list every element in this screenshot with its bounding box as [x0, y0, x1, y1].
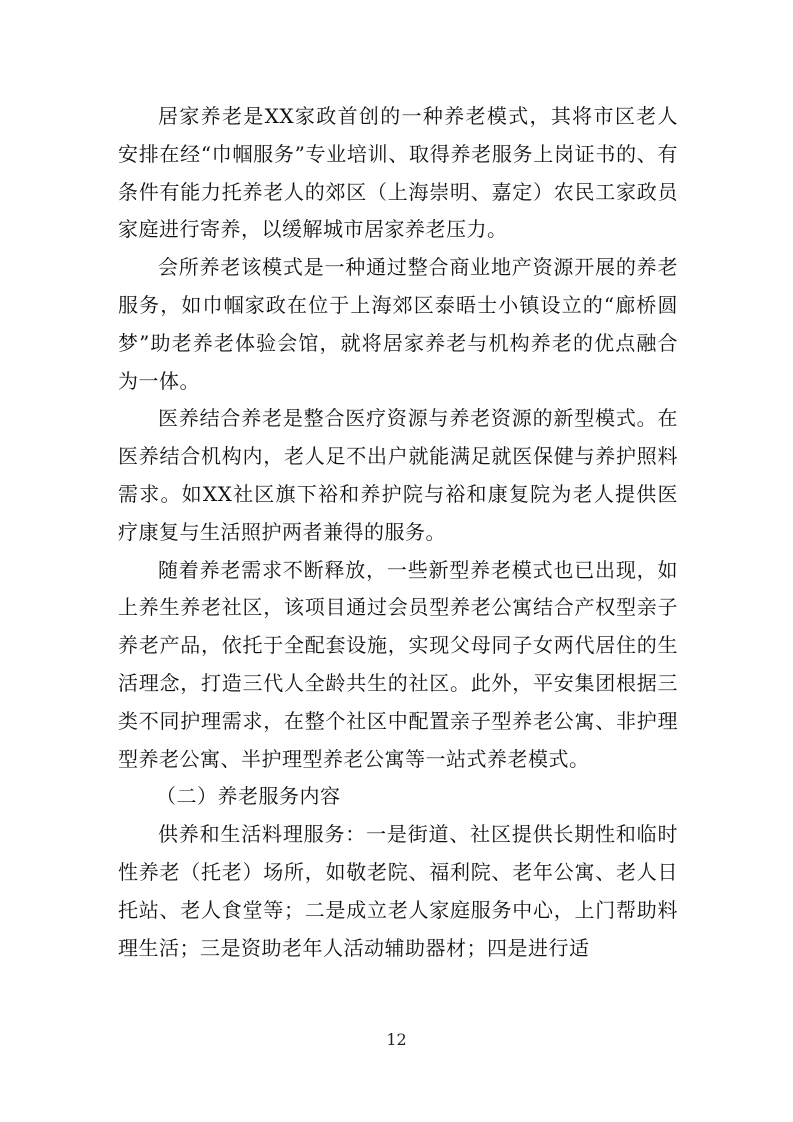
- paragraph-new-models: 随着养老需求不断释放，一些新型养老模式也已出现，如上养生养老社区，该项目通过会员型养老公寓结合产权型亲子养老产品，依托于全配套设施，实现父母同子女两代居住的生活理念，打造三代人全龄共生的社区。此外，平安集团根据三类不同护理需求，在整个社区中配置亲子型养老公寓、非护理型养老公寓、半护理型养老公寓等一站式养老模式。: [118, 557, 678, 771]
- paragraph-club-care: 会所养老该模式是一种通过整合商业地产资源开展的养老服务，如巾帼家政在位于上海郊区泰晤士小镇设立的“廊桥圆梦”助老养老体验会馆，就将居家养老与机构养老的优点融合为一体。: [118, 255, 678, 393]
- paragraph-services: 供养和生活料理服务：一是街道、社区提供长期性和临时性养老（托老）场所，如敬老院、福利院、老年公寓、老人日托站、老人食堂等；二是成立老人家庭服务中心，上门帮助料理生活；三是资助老年人活动辅助器材；四是进行适: [118, 822, 678, 960]
- paragraph-home-care: 居家养老是XX家政首创的一种养老模式，其将市区老人安排在经“巾帼服务”专业培训、取得养老服务上岗证书的、有条件有能力托养老人的郊区（上海崇明、嘉定）农民工家政员家庭进行寄养，以缓解城市居家养老压力。: [118, 104, 678, 242]
- paragraph-medical-care: 医养结合养老是整合医疗资源与养老资源的新型模式。在医养结合机构内，老人足不出户就能满足就医保健与养护照料需求。如XX社区旗下裕和养护院与裕和康复院为老人提供医疗康复与生活照护两者兼得的服务。: [118, 406, 678, 544]
- section-heading: （二）养老服务内容: [156, 784, 341, 809]
- page-number: 12: [386, 1030, 407, 1049]
- document-body: [118, 98, 678, 967]
